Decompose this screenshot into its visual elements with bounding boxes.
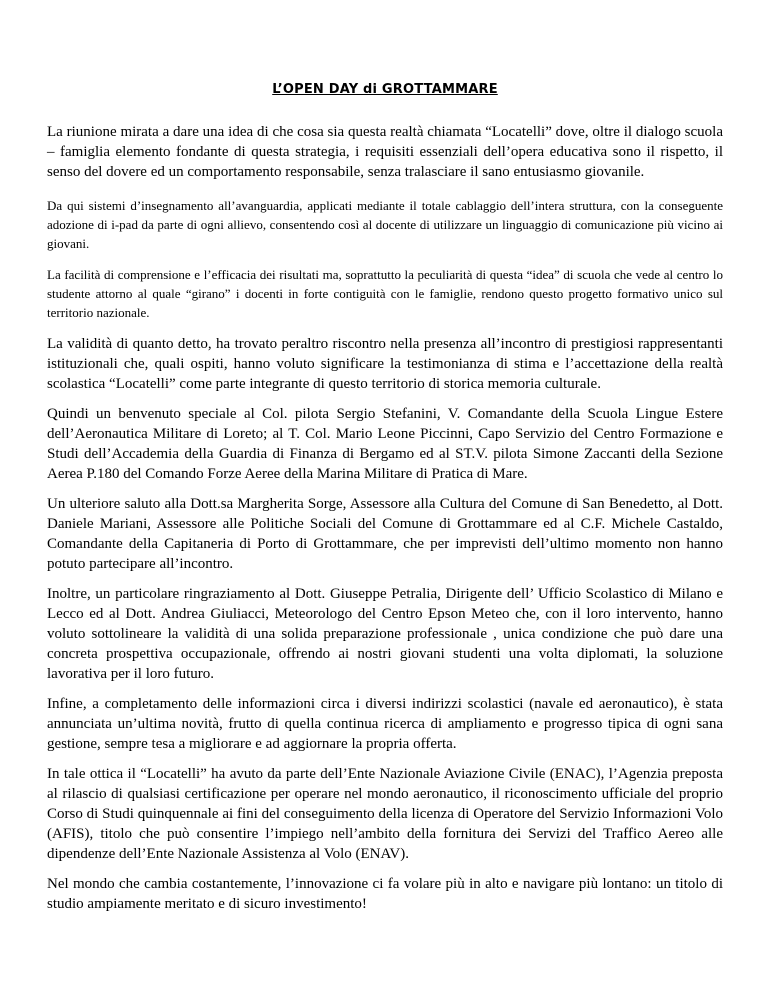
paragraph-greeting: Un ulteriore saluto alla Dott.sa Margherita Sorge, Assessore alla Cultura del Comune di San Benedetto, al Dott. Daniele Mariani, Assessore alle Politiche Sociali del Comune di Grottammare ed al C.F. Michele Castaldo, Comandante della Capitaneria di Porto di Grottammare, che per imprevisti dell’ultimo momento non hanno potuto partecipare all’incontro. [47, 496, 723, 572]
paragraph-finally: Infine, a completamento delle informazioni circa i diversi indirizzi scolastici (navale ed aeronautico), è stata annunciata un’ultima novità, frutto di quella continua ricerca di ampliamento e progresso tipica di ogni sana gestione, sempre tesa a migliorare e ad aggiornare la propria offerta. [47, 696, 723, 752]
paragraph-validity: La validità di quanto detto, ha trovato peraltro riscontro nella presenza all’incontro di prestigiosi rappresentanti istituzionali che, quali ospiti, hanno voluto significare la testimonianza di stima e l’accettazione della realtà scolastica “Locatelli” come parte integrante di questo territorio di storica memoria culturale. [47, 336, 723, 392]
paragraph-enac: In tale ottica il “Locatelli” ha avuto da parte dell’Ente Nazionale Aviazione Civile (ENAC), l’Agenzia preposta al rilascio di qualsiasi certificazione per operare nel mondo aeronautico, il riconoscimento ufficiale del proprio Corso di Studi quinquennale ai fini del conseguimento della licenza di Operatore del Servizio Informazioni Volo (AFIS), titolo che può consentire l’impiego nell’ambito della fornitura dei Servizi del Traffico Aereo alle dipendenze dell’Ente Nazionale Assistenza al Volo (ENAV). [47, 766, 723, 862]
paragraph-intro: La riunione mirata a dare una idea di che cosa sia questa realtà chiamata “Locatelli” dove, oltre il dialogo scuola – famiglia elemento fondante di questa strategia, i requisiti essenziali dell’opera educativa sono il rispetto, il senso del dovere ed un comportamento responsabile, senza tralasciare il sano entusiasmo giovanile. [47, 124, 723, 180]
paragraph-ease-of-understanding: La facilità di comprensione e l’efficacia dei risultati ma, soprattutto la peculiarità di questa “idea” di scuola che vede al centro lo studente attorno al quale “girano” i docenti in forte contiguità con le famiglie, rendono questo progetto formativo unico sul territorio nazionale. [47, 267, 723, 320]
paragraph-welcome: Quindi un benvenuto speciale al Col. pilota Sergio Stefanini, V. Comandante della Scuola Lingue Estere dell’Aeronautica Militare di Loreto; al T. Col. Mario Leone Piccinni, Capo Servizio del Centro Formazione e Studi dell’Accademia della Guardia di Finanza di Bergamo ed al ST.V. pilota Simone Zaccanti della Sezione Aerea P.180 del Comando Forze Aeree della Marina Militare di Pratica di Mare. [47, 406, 723, 482]
paragraph-teaching-systems: Da qui sistemi d’insegnamento all’avanguardia, applicati mediante il totale cablaggio dell’intera struttura, con la conseguente adozione di i-pad da parte di ogni allievo, consentendo così al docente di utilizzare un linguaggio di comunicazione più vicino ai giovani. [47, 198, 723, 251]
paragraph-closing: Nel mondo che cambia costantemente, l’innovazione ci fa volare più in alto e navigare più lontano: un titolo di studio ampiamente meritato e di sicuro investimento! [47, 876, 723, 912]
document-page [47, 82, 723, 924]
document-title: L’OPEN DAY di GROTTAMMARE [272, 82, 498, 97]
paragraph-thanks: Inoltre, un particolare ringraziamento al Dott. Giuseppe Petralia, Dirigente dell’ Ufficio Scolastico di Milano e Lecco ed al Dott. Andrea Giuliacci, Meteorologo del Centro Epson Meteo che, con il loro intervento, hanno voluto sottolineare la validità di una solida preparazione professionale , unica condizione che può dare una concreta prospettiva occupazionale, offrendo ai nostri giovani studenti una volta diplomati, la soluzione lavorativa per il loro futuro. [47, 586, 723, 682]
